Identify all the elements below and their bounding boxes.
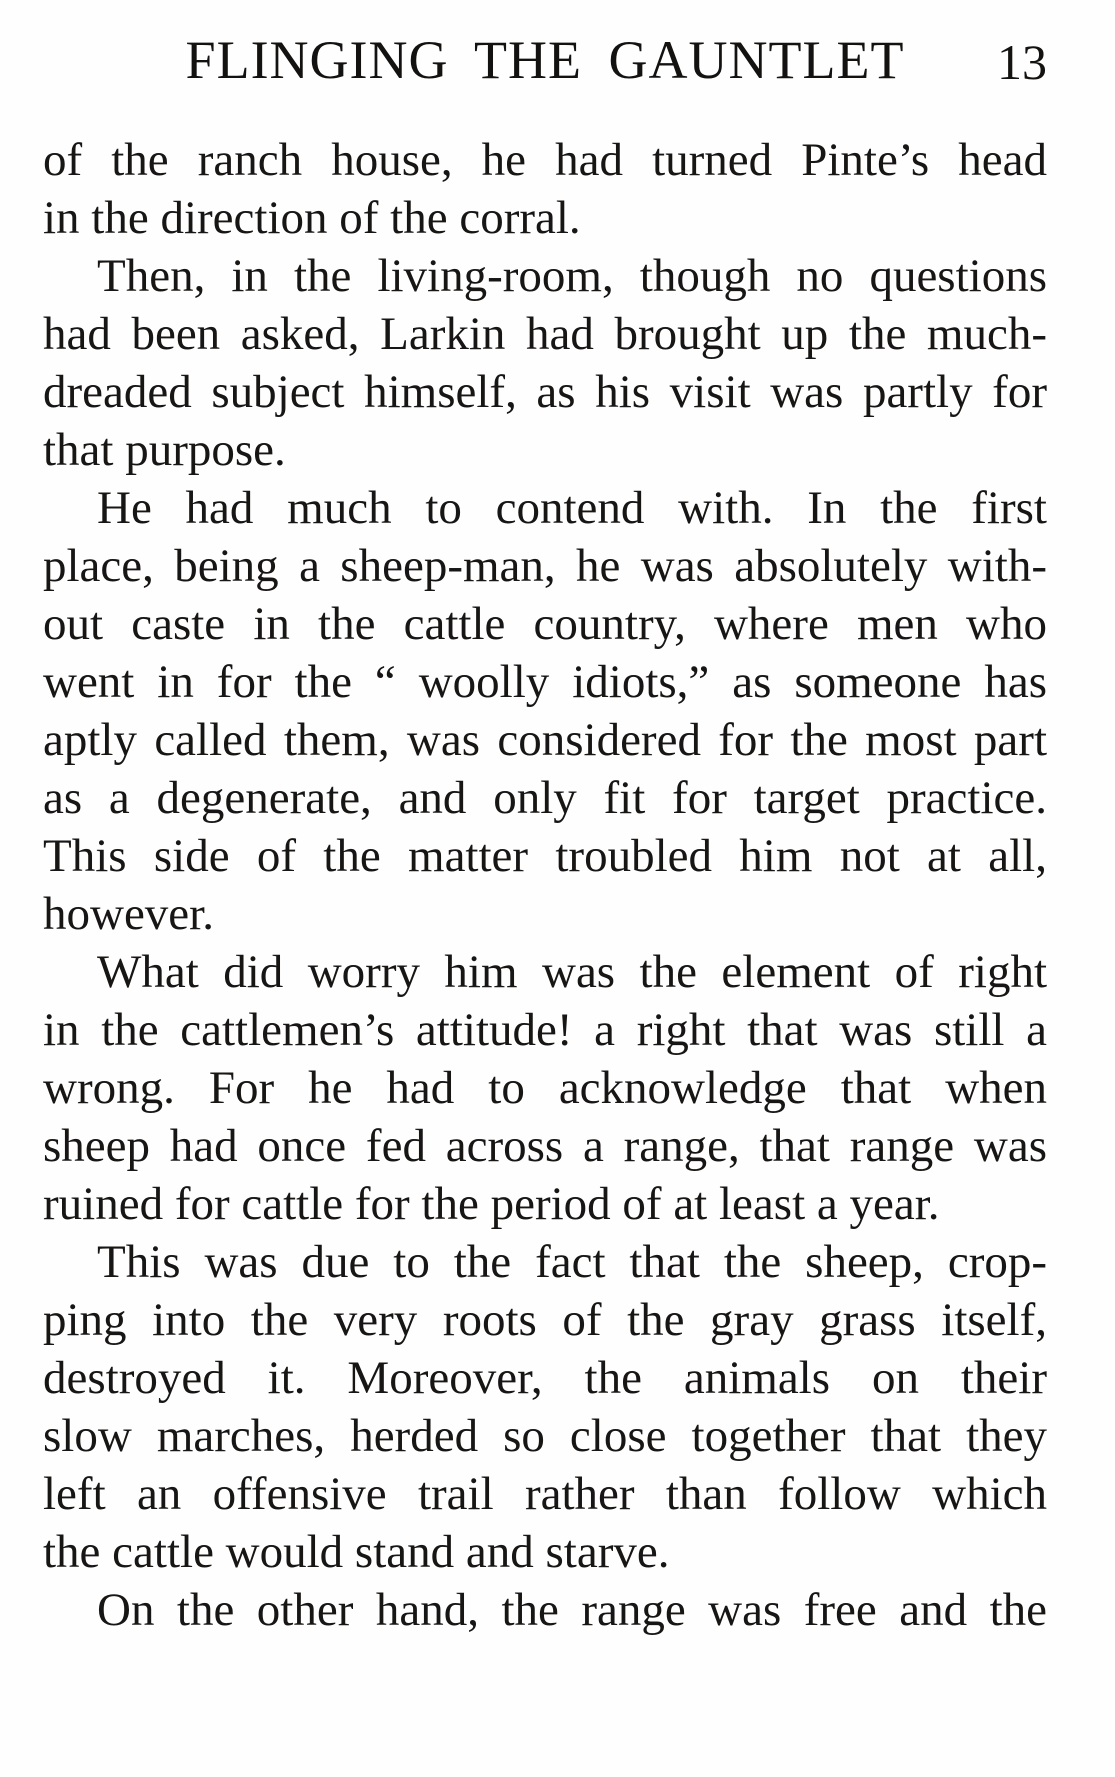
text-line: out caste in the cattle country, where men who [43, 598, 1047, 650]
text-line: wrong. For he had to acknowledge that when [43, 1062, 1047, 1114]
text-line: in the direction of the corral. [43, 192, 581, 244]
page-header [43, 30, 1047, 95]
text-line: He had much to contend with. In the first [97, 482, 1047, 534]
text-line: ping into the very roots of the gray grass itself, [43, 1294, 1047, 1346]
text-line: left an offensive trail rather than follow which [43, 1468, 1047, 1520]
chapter-title: FLINGING THE GAUNTLET [185, 30, 905, 90]
text-line: This side of the matter troubled him not at all, [43, 830, 1047, 882]
text-line: This was due to the fact that the sheep, crop- [97, 1236, 1047, 1288]
text-line: sheep had once fed across a range, that range was [43, 1120, 1047, 1172]
text-line: went in for the “ woolly idiots,” as someone has [43, 656, 1047, 708]
page-text [43, 131, 1047, 1639]
text-line: as a degenerate, and only fit for target practice. [43, 772, 1047, 824]
text-line: dreaded subject himself, as his visit was partly for [43, 366, 1047, 418]
text-line: Then, in the living-room, though no questions [97, 250, 1047, 302]
text-line: in the cattlemen’s attitude! a right that was still a [43, 1004, 1047, 1056]
text-line: that purpose. [43, 424, 286, 476]
text-line: place, being a sheep-man, he was absolutely with- [43, 540, 1047, 592]
text-line: destroyed it. Moreover, the animals on their [43, 1352, 1047, 1404]
text-line: What did worry him was the element of right [97, 946, 1047, 998]
text-line: had been asked, Larkin had brought up the much- [43, 308, 1047, 360]
page-number: 13 [997, 34, 1047, 90]
text-line: however. [43, 888, 214, 940]
text-line: ruined for cattle for the period of at least a year. [43, 1178, 940, 1230]
text-line: slow marches, herded so close together that they [43, 1410, 1047, 1462]
text-line: of the ranch house, he had turned Pinte’s head [43, 134, 1047, 186]
text-line: On the other hand, the range was free and the [97, 1584, 1047, 1636]
text-line: aptly called them, was considered for the most part [43, 714, 1047, 766]
text-line: the cattle would stand and starve. [43, 1526, 670, 1578]
